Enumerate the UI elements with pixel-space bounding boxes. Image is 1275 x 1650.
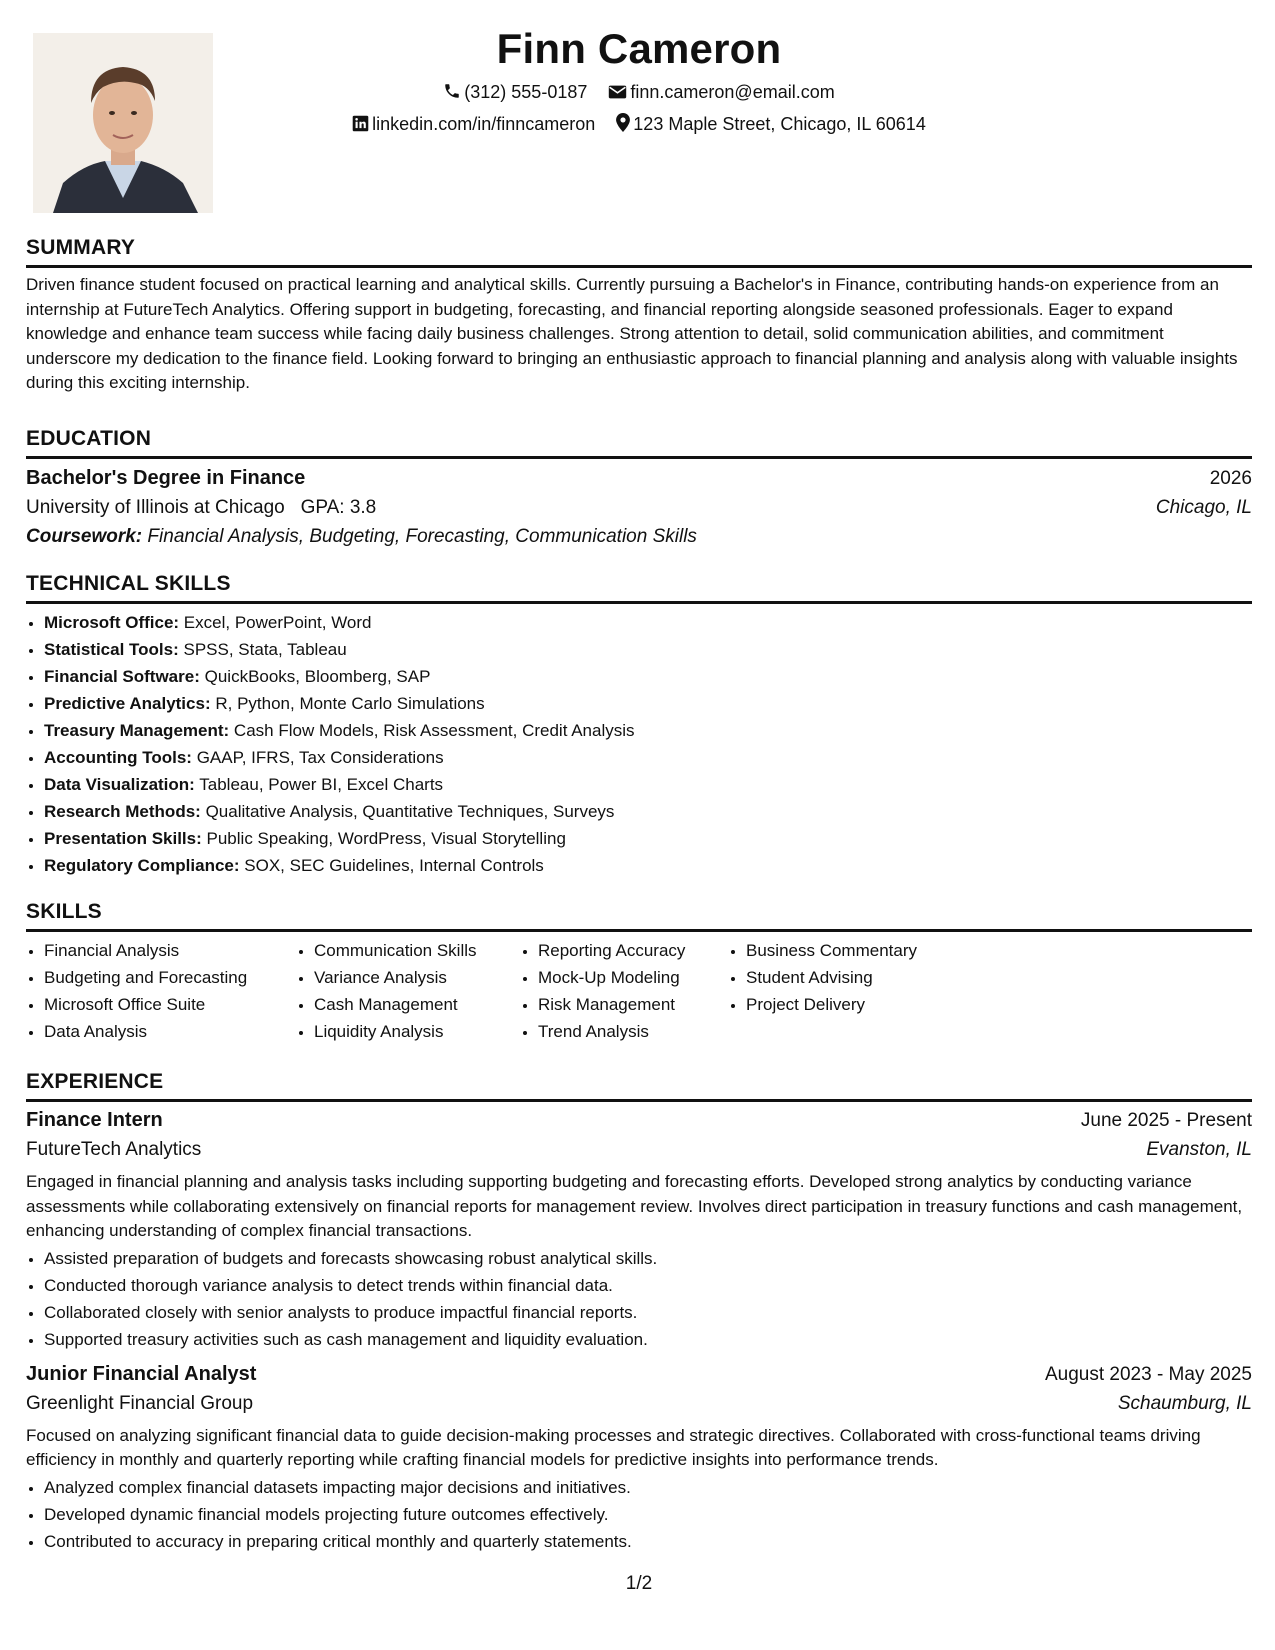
job-description: Engaged in financial planning and analysis tasks including supporting budgeting and forecasting efforts. Developed strong analytics by conducting variance assessments while collaborating extensively on financial reports for management review. Involves direct participation in treasury functions and cash management, enhancing understanding of complex financial transactions. (26, 1172, 1243, 1240)
list-item: • Reporting Accuracy (538, 937, 704, 964)
skill-values: R, Python, Monte Carlo Simulations (215, 694, 485, 713)
skills-column (728, 937, 948, 1045)
education-school-row (26, 497, 1252, 519)
skill-category: Statistical Tools: (44, 640, 179, 659)
list-item: • Trend Analysis (538, 1018, 704, 1045)
skill-values: GAAP, IFRS, Tax Considerations (196, 748, 444, 767)
contact-line-1 (26, 79, 1252, 105)
coursework-label: Coursework: (26, 526, 143, 547)
job-company-row (26, 1393, 1252, 1415)
address-item (616, 111, 926, 137)
job-bullets (26, 1245, 1252, 1353)
job-company-row (26, 1139, 1252, 1161)
job-entry (26, 1109, 1252, 1353)
list-item: • Project Delivery (746, 991, 948, 1018)
section-title: SUMMARY (26, 234, 1252, 268)
job-company: FutureTech Analytics (26, 1139, 202, 1160)
job-dates: June 2025 - Present (1080, 1110, 1252, 1131)
list-item: • Analyzed complex financial datasets impacting major decisions and initiatives. (44, 1474, 1252, 1501)
phone-text: (312) 555-0187 (464, 82, 588, 102)
map-pin-icon (616, 113, 630, 132)
list-item: • Financial Analysis (44, 937, 272, 964)
job-header-row (26, 1363, 1252, 1386)
skills-column (26, 937, 272, 1045)
list-item: • Business Commentary (746, 937, 948, 964)
list-item: • Student Advising (746, 964, 948, 991)
email-text[interactable]: finn.cameron@email.com (630, 82, 835, 102)
section-title: TECHNICAL SKILLS (26, 570, 1252, 604)
school-info (26, 497, 376, 519)
coursework-list: Financial Analysis, Budgeting, Forecasting, Communication Skills (147, 526, 697, 547)
degree: Bachelor's Degree in Finance (26, 467, 306, 489)
skills-column (296, 937, 496, 1045)
school-location: Chicago, IL (1155, 497, 1252, 518)
list-item: • Data Analysis (44, 1018, 272, 1045)
list-item: • Communication Skills (314, 937, 496, 964)
skill-category: Predictive Analytics: (44, 694, 211, 713)
skill-values: Cash Flow Models, Risk Assessment, Credit Analysis (233, 721, 635, 740)
list-item: • Variance Analysis (314, 964, 496, 991)
list-item (44, 636, 1252, 663)
resume-page (26, 0, 1252, 1650)
list-item: • Developed dynamic financial models projecting future outcomes effectively. (44, 1501, 1252, 1528)
skills-grid (26, 937, 1252, 1045)
skill-values: Qualitative Analysis, Quantitative Techniques, Surveys (205, 802, 615, 821)
list-item: • Conducted thorough variance analysis to detect trends within financial data. (44, 1272, 1252, 1299)
page-number: 1/2 (625, 1573, 653, 1594)
list-item: • Budgeting and Forecasting (44, 964, 272, 991)
list-item (44, 609, 1252, 636)
job-description: Focused on analyzing significant financial data to guide decision-making processes and strategic directives. Collaborated with cross-functional teams driving efficiency in monthly and quarterly reporting while crafting financial models for predictive insights into performance trends. (26, 1425, 1201, 1469)
skill-values: Excel, PowerPoint, Word (183, 613, 372, 632)
experience-section (26, 1068, 1252, 1555)
list-item (44, 798, 1252, 825)
list-item (44, 717, 1252, 744)
skill-category: Presentation Skills: (44, 829, 202, 848)
job-location: Evanston, IL (1146, 1139, 1252, 1160)
skill-values: QuickBooks, Bloomberg, SAP (204, 667, 431, 686)
technical-skills-list (26, 609, 1252, 879)
skill-category: Accounting Tools: (44, 748, 192, 767)
coursework (26, 526, 1252, 548)
section-title: EDUCATION (26, 425, 1252, 459)
linkedin-item[interactable] (352, 111, 595, 137)
education-section (26, 425, 1252, 548)
job-role: Finance Intern (26, 1109, 163, 1131)
skill-category: Research Methods: (44, 802, 201, 821)
job-dates: August 2023 - May 2025 (1044, 1363, 1252, 1385)
job-entry (26, 1363, 1252, 1555)
contact-line-2 (26, 111, 1252, 137)
list-item: • Assisted preparation of budgets and forecasts showcasing robust analytical skills. (44, 1245, 1252, 1272)
candidate-name: Finn Cameron (496, 25, 782, 72)
list-item: • Liquidity Analysis (314, 1018, 496, 1045)
skill-category: Financial Software: (44, 667, 200, 686)
skill-values: Tableau, Power BI, Excel Charts (199, 775, 444, 794)
job-company: Greenlight Financial Group (26, 1392, 254, 1414)
list-item (44, 771, 1252, 798)
summary-text: Driven finance student focused on practical learning and analytical skills. Currently pursuing a Bachelor's in Finance, contributing hands-on experience from an internship at FutureTech Analytics. Offering support in budgeting, forecasting, and financial reporting alongside seasoned professionals. Eager to expand knowledge and enhance team success while facing daily business challenges. Strong attention to detail, solid communication abilities, and commitment underscore my dedication to the finance field. Looking forward to bringing an enthusiastic approach to financial planning and analysis along with valuable insights during this exciting internship. (26, 275, 1238, 392)
skills-section (26, 898, 1252, 1045)
list-item: • Mock-Up Modeling (538, 964, 704, 991)
job-header-row (26, 1109, 1252, 1132)
address-text: 123 Maple Street, Chicago, IL 60614 (633, 114, 926, 134)
skill-category: Data Visualization: (44, 775, 195, 794)
list-item: • Supported treasury activities such as cash management and liquidity evaluation. (44, 1326, 1252, 1353)
skill-values: Public Speaking, WordPress, Visual Storytelling (206, 829, 566, 848)
job-location: Schaumburg, IL (1117, 1392, 1252, 1414)
list-item (44, 690, 1252, 717)
skill-category: Regulatory Compliance: (44, 856, 240, 875)
skills-column (520, 937, 704, 1045)
skill-values: SPSS, Stata, Tableau (183, 640, 347, 659)
list-item (44, 852, 1252, 879)
school-name: University of Illinois at Chicago (26, 497, 285, 518)
list-item: • Cash Management (314, 991, 496, 1018)
list-item: • Risk Management (538, 991, 704, 1018)
list-item (44, 744, 1252, 771)
list-item: • Contributed to accuracy in preparing critical monthly and quarterly statements. (44, 1528, 1252, 1555)
linkedin-icon (352, 115, 369, 132)
skill-category: Treasury Management: (44, 721, 230, 740)
job-role: Junior Financial Analyst (26, 1362, 257, 1385)
envelope-icon (608, 84, 627, 100)
job-bullets (26, 1474, 1252, 1555)
skill-values: SOX, SEC Guidelines, Internal Controls (244, 856, 544, 875)
list-item (44, 663, 1252, 690)
section-title: EXPERIENCE (26, 1068, 1252, 1102)
skill-category: Microsoft Office: (44, 613, 180, 632)
email-item[interactable] (608, 79, 834, 105)
graduation-year: 2026 (1209, 468, 1252, 489)
list-item: • Microsoft Office Suite (44, 991, 272, 1018)
education-header-row (26, 467, 1252, 490)
linkedin-text[interactable]: linkedin.com/in/finncameron (372, 114, 596, 134)
phone-icon (443, 82, 461, 100)
list-item (44, 825, 1252, 852)
gpa: GPA: 3.8 (300, 497, 377, 518)
list-item: • Collaborated closely with senior analysts to produce impactful financial reports. (44, 1299, 1252, 1326)
summary-section (26, 234, 1252, 396)
technical-skills-section (26, 570, 1252, 879)
phone-item (443, 79, 587, 105)
section-title: SKILLS (26, 898, 1252, 932)
